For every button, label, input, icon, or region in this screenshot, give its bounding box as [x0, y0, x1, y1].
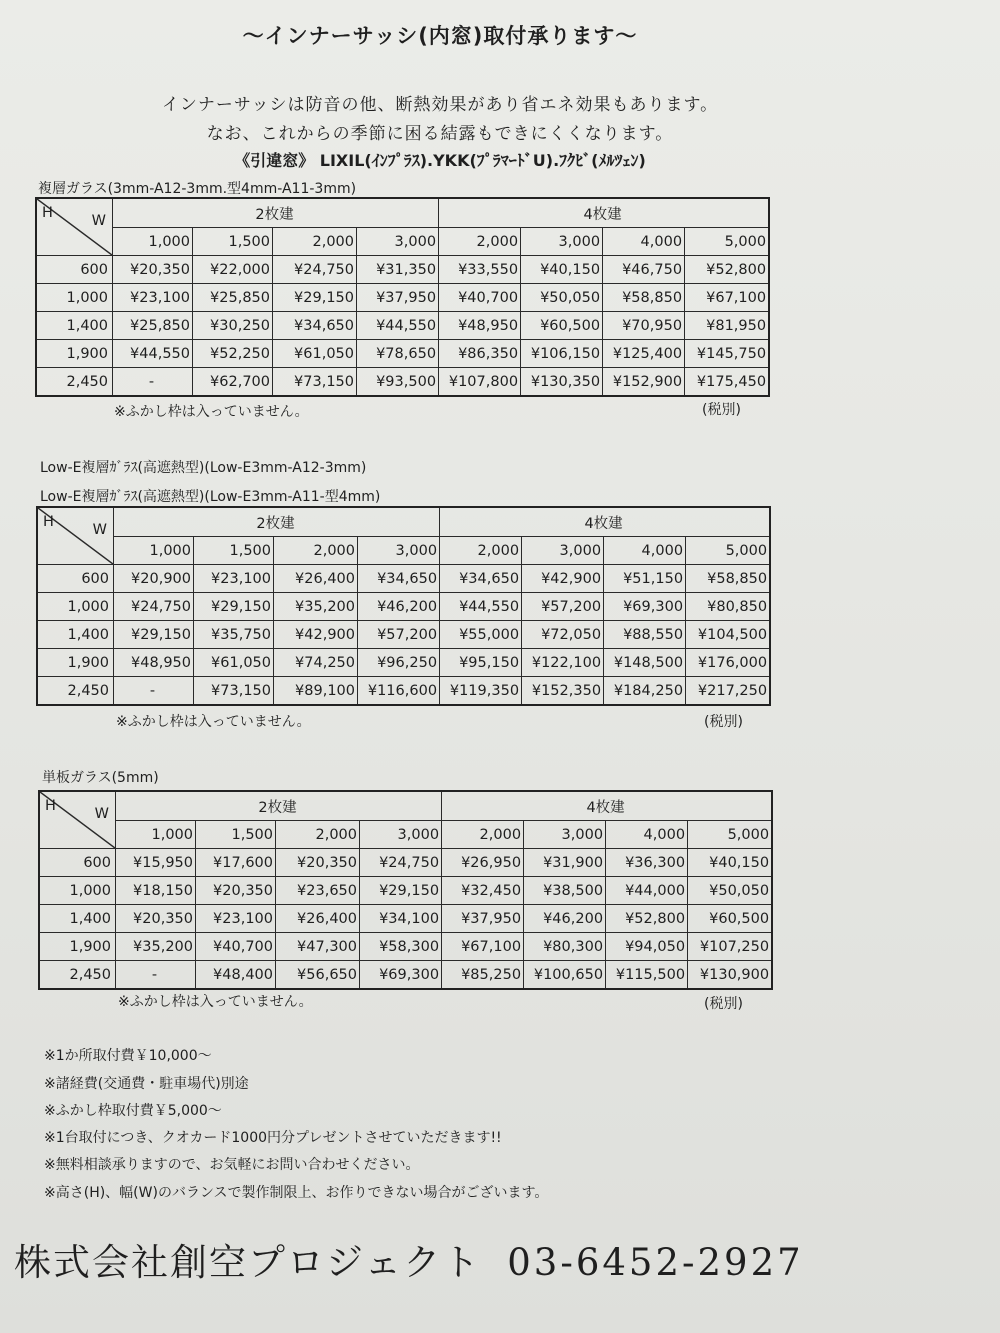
table-row	[38, 621, 770, 649]
price-cell: ¥57,200	[522, 593, 604, 621]
price-cell: ¥37,950	[442, 905, 524, 933]
price-cell: ¥40,700	[439, 284, 521, 312]
price-cell: ¥73,150	[273, 368, 357, 396]
width-header: 5,000	[685, 228, 769, 256]
height-header: 1,400	[38, 621, 114, 649]
price-cell: ¥24,750	[114, 593, 194, 621]
group-4-panel-header: 4枚建	[439, 199, 769, 228]
table-row	[40, 877, 772, 905]
price-cell: ¥85,250	[442, 961, 524, 989]
price-cell: ¥217,250	[686, 677, 770, 705]
table-row	[37, 340, 769, 368]
footnote-frame-fee: ※ふかし枠取付費￥5,000～	[44, 1103, 222, 1119]
intro-line-2: なお、これからの季節に困る結露もできにくくなります。	[206, 124, 674, 144]
price-cell: ¥23,100	[196, 905, 276, 933]
price-cell: ¥34,100	[360, 905, 442, 933]
price-cell: ¥42,900	[522, 565, 604, 593]
width-header: 1,500	[196, 821, 276, 849]
price-cell: ¥40,150	[521, 256, 603, 284]
table-2-caption-2: Low-E複層ｶﾞﾗｽ(高遮熱型)(Low-E3mm-A11-型4mm)	[40, 489, 381, 505]
price-cell: ¥73,150	[194, 677, 274, 705]
price-cell: ¥44,550	[357, 312, 439, 340]
price-cell: ¥89,100	[274, 677, 358, 705]
price-cell: ¥96,250	[358, 649, 440, 677]
price-cell: ¥20,350	[276, 849, 360, 877]
price-cell: ¥23,650	[276, 877, 360, 905]
price-cell: ¥72,050	[522, 621, 604, 649]
price-cell: ¥24,750	[360, 849, 442, 877]
price-cell: ¥34,650	[273, 312, 357, 340]
price-cell: ¥52,250	[193, 340, 273, 368]
height-header: 1,000	[37, 284, 113, 312]
price-cell: ¥33,550	[439, 256, 521, 284]
price-cell: ¥20,350	[113, 256, 193, 284]
price-cell: ¥18,150	[116, 877, 196, 905]
price-cell: ¥52,800	[685, 256, 769, 284]
table-2-caption-1: Low-E複層ｶﾞﾗｽ(高遮熱型)(Low-E3mm-A12-3mm)	[40, 460, 367, 476]
price-cell: ¥148,500	[604, 649, 686, 677]
price-cell: ¥32,450	[442, 877, 524, 905]
table-2-tax-label: (税別)	[704, 714, 743, 730]
price-cell: ¥61,050	[273, 340, 357, 368]
price-cell: ¥175,450	[685, 368, 769, 396]
price-cell: ¥125,400	[603, 340, 685, 368]
price-cell: ¥69,300	[604, 593, 686, 621]
width-header: 2,000	[276, 821, 360, 849]
price-cell: ¥46,200	[524, 905, 606, 933]
price-cell: ¥61,050	[194, 649, 274, 677]
width-header: 1,000	[114, 537, 194, 565]
price-cell: ¥62,700	[193, 368, 273, 396]
price-cell: ¥44,000	[606, 877, 688, 905]
price-cell: ¥17,600	[196, 849, 276, 877]
price-cell: ¥38,500	[524, 877, 606, 905]
price-cell: ¥26,400	[276, 905, 360, 933]
price-cell: ¥35,750	[194, 621, 274, 649]
price-cell: ¥52,800	[606, 905, 688, 933]
corner-cell	[37, 199, 113, 256]
group-4-panel-header: 4枚建	[440, 508, 770, 537]
price-cell: ¥23,100	[113, 284, 193, 312]
price-cell: ¥34,650	[358, 565, 440, 593]
table-row	[38, 649, 770, 677]
width-header: 3,000	[358, 537, 440, 565]
company-name: 株式会社創空プロジェクト	[14, 1241, 482, 1284]
price-cell: ¥35,200	[274, 593, 358, 621]
price-cell: ¥80,300	[524, 933, 606, 961]
table-row	[40, 933, 772, 961]
width-header: 4,000	[606, 821, 688, 849]
height-header: 1,000	[38, 593, 114, 621]
table-row	[37, 312, 769, 340]
price-cell: ¥58,850	[603, 284, 685, 312]
table-row	[38, 565, 770, 593]
price-cell: ¥122,100	[522, 649, 604, 677]
group-4-panel-header: 4枚建	[442, 792, 772, 821]
corner-w-label: W	[91, 213, 106, 229]
price-cell: ¥44,550	[440, 593, 522, 621]
width-header: 5,000	[688, 821, 772, 849]
corner-w-label: W	[92, 522, 107, 538]
price-cell: ¥81,950	[685, 312, 769, 340]
price-cell: ¥94,050	[606, 933, 688, 961]
table-row	[37, 368, 769, 396]
price-cell: ¥20,900	[114, 565, 194, 593]
price-cell: ¥115,500	[606, 961, 688, 989]
footnote-size-limit: ※高さ(H)、幅(W)のバランスで製作制限上、お作りできない場合がございます。	[44, 1185, 549, 1201]
price-cell: ¥60,500	[521, 312, 603, 340]
price-cell: ¥58,850	[686, 565, 770, 593]
price-cell: ¥46,750	[603, 256, 685, 284]
company-phone[interactable]: 03-6452-2927	[507, 1241, 804, 1284]
corner-cell	[38, 508, 114, 565]
corner-h-label: H	[43, 514, 54, 530]
price-cell: ¥55,000	[440, 621, 522, 649]
price-cell: ¥20,350	[196, 877, 276, 905]
table-3-tax-label: (税別)	[704, 996, 743, 1012]
intro-line-1: インナーサッシは防音の他、断熱効果があり省エネ効果もあります。	[161, 95, 719, 115]
table-1-note: ※ふかし枠は入っていません。	[114, 404, 309, 420]
price-cell: ¥50,050	[688, 877, 772, 905]
price-cell: ¥26,950	[442, 849, 524, 877]
price-cell: -	[114, 677, 194, 705]
price-cell: ¥29,150	[273, 284, 357, 312]
group-2-panel-header: 2枚建	[113, 199, 439, 228]
table-1-tax-label: (税別)	[702, 402, 741, 418]
price-cell: ¥80,850	[686, 593, 770, 621]
price-cell: ¥104,500	[686, 621, 770, 649]
height-header: 1,400	[40, 905, 116, 933]
footnote-consultation: ※無料相談承りますので、お気軽にお問い合わせください。	[44, 1157, 420, 1173]
price-cell: ¥58,300	[360, 933, 442, 961]
price-cell: ¥31,900	[524, 849, 606, 877]
table-3-note: ※ふかし枠は入っていません。	[118, 994, 313, 1010]
footnote-expenses: ※諸経費(交通費・駐車場代)別途	[44, 1076, 249, 1092]
footnote-install-fee: ※1か所取付費￥10,000～	[44, 1048, 212, 1064]
price-cell: ¥130,350	[521, 368, 603, 396]
corner-h-label: H	[45, 798, 56, 814]
width-header: 2,000	[442, 821, 524, 849]
width-header: 2,000	[440, 537, 522, 565]
price-cell: ¥106,150	[521, 340, 603, 368]
price-cell: ¥29,150	[194, 593, 274, 621]
corner-w-label: W	[94, 806, 109, 822]
price-cell: ¥116,600	[358, 677, 440, 705]
height-header: 1,900	[38, 649, 114, 677]
price-cell: ¥184,250	[604, 677, 686, 705]
height-header: 600	[38, 565, 114, 593]
price-cell: ¥25,850	[193, 284, 273, 312]
width-header: 2,000	[273, 228, 357, 256]
company-banner	[14, 1232, 974, 1286]
price-cell: ¥107,250	[688, 933, 772, 961]
table-row	[38, 677, 770, 705]
price-cell: ¥152,350	[522, 677, 604, 705]
price-cell: ¥74,250	[274, 649, 358, 677]
height-header: 1,900	[40, 933, 116, 961]
price-cell: ¥44,550	[113, 340, 193, 368]
table-row	[40, 961, 772, 989]
price-cell: ¥176,000	[686, 649, 770, 677]
price-cell: ¥30,250	[193, 312, 273, 340]
page-title: ～インナーサッシ(内窓)取付承ります～	[242, 24, 638, 48]
price-cell: ¥42,900	[274, 621, 358, 649]
price-cell: ¥23,100	[194, 565, 274, 593]
price-cell: ¥145,750	[685, 340, 769, 368]
height-header: 600	[40, 849, 116, 877]
width-header: 3,000	[521, 228, 603, 256]
height-header: 1,400	[37, 312, 113, 340]
height-header: 2,450	[37, 368, 113, 396]
price-cell: ¥107,800	[439, 368, 521, 396]
product-lines: 《引違窓》 LIXIL(ｲﾝﾌﾟﾗｽ).YKK(ﾌﾟﾗﾏｰﾄﾞU).ﾌｸﾋﾞ(ﾒﾙﾂｪﾝ)	[234, 151, 646, 170]
price-cell: ¥50,050	[521, 284, 603, 312]
height-header: 1,000	[40, 877, 116, 905]
group-2-panel-header: 2枚建	[114, 508, 440, 537]
price-cell: ¥51,150	[604, 565, 686, 593]
height-header: 1,900	[37, 340, 113, 368]
height-header: 600	[37, 256, 113, 284]
width-header: 1,000	[113, 228, 193, 256]
price-cell: ¥67,100	[442, 933, 524, 961]
table-row	[40, 849, 772, 877]
width-header: 2,000	[439, 228, 521, 256]
price-cell: ¥40,700	[196, 933, 276, 961]
price-cell: ¥57,200	[358, 621, 440, 649]
price-cell: ¥67,100	[685, 284, 769, 312]
price-cell: ¥36,300	[606, 849, 688, 877]
price-table-single-glass	[39, 791, 772, 989]
price-cell: ¥26,400	[274, 565, 358, 593]
price-cell: ¥130,900	[688, 961, 772, 989]
price-cell: ¥47,300	[276, 933, 360, 961]
price-cell: ¥56,650	[276, 961, 360, 989]
price-cell: ¥48,400	[196, 961, 276, 989]
width-header: 1,500	[193, 228, 273, 256]
price-cell: ¥70,950	[603, 312, 685, 340]
table-1-caption: 複層ガラス(3mm-A12-3mm.型4mm-A11-3mm)	[38, 181, 357, 197]
price-cell: ¥29,150	[114, 621, 194, 649]
price-cell: ¥46,200	[358, 593, 440, 621]
price-cell: ¥48,950	[114, 649, 194, 677]
price-cell: ¥29,150	[360, 877, 442, 905]
price-cell: ¥24,750	[273, 256, 357, 284]
price-cell: ¥88,550	[604, 621, 686, 649]
price-cell: ¥152,900	[603, 368, 685, 396]
width-header: 3,000	[524, 821, 606, 849]
table-row	[37, 284, 769, 312]
price-cell: ¥69,300	[360, 961, 442, 989]
price-cell: ¥78,650	[357, 340, 439, 368]
corner-cell	[40, 792, 116, 849]
price-table-low-e-glazing	[37, 507, 770, 705]
group-2-panel-header: 2枚建	[116, 792, 442, 821]
table-row	[37, 256, 769, 284]
width-header: 5,000	[686, 537, 770, 565]
price-cell: ¥34,650	[440, 565, 522, 593]
corner-h-label: H	[42, 205, 53, 221]
price-cell: ¥100,650	[524, 961, 606, 989]
price-cell: ¥86,350	[439, 340, 521, 368]
price-cell: ¥95,150	[440, 649, 522, 677]
price-cell: -	[116, 961, 196, 989]
height-header: 2,450	[40, 961, 116, 989]
height-header: 2,450	[38, 677, 114, 705]
price-cell: ¥40,150	[688, 849, 772, 877]
price-cell: ¥22,000	[193, 256, 273, 284]
price-cell: ¥31,350	[357, 256, 439, 284]
price-cell: ¥15,950	[116, 849, 196, 877]
width-header: 1,500	[194, 537, 274, 565]
width-header: 1,000	[116, 821, 196, 849]
width-header: 3,000	[522, 537, 604, 565]
table-row	[38, 593, 770, 621]
price-cell: ¥25,850	[113, 312, 193, 340]
price-cell: -	[113, 368, 193, 396]
price-cell: ¥93,500	[357, 368, 439, 396]
price-cell: ¥119,350	[440, 677, 522, 705]
width-header: 3,000	[360, 821, 442, 849]
table-3-caption: 単板ガラス(5mm)	[42, 770, 159, 786]
price-cell: ¥37,950	[357, 284, 439, 312]
table-2-note: ※ふかし枠は入っていません。	[116, 714, 311, 730]
width-header: 2,000	[274, 537, 358, 565]
price-cell: ¥20,350	[116, 905, 196, 933]
price-cell: ¥48,950	[439, 312, 521, 340]
width-header: 4,000	[603, 228, 685, 256]
price-cell: ¥35,200	[116, 933, 196, 961]
width-header: 3,000	[357, 228, 439, 256]
price-table-double-glazing	[36, 198, 769, 396]
table-row	[40, 905, 772, 933]
price-cell: ¥60,500	[688, 905, 772, 933]
width-header: 4,000	[604, 537, 686, 565]
footnote-quo-card: ※1台取付につき、クオカード1000円分プレゼントさせていただきます!!	[44, 1130, 502, 1146]
